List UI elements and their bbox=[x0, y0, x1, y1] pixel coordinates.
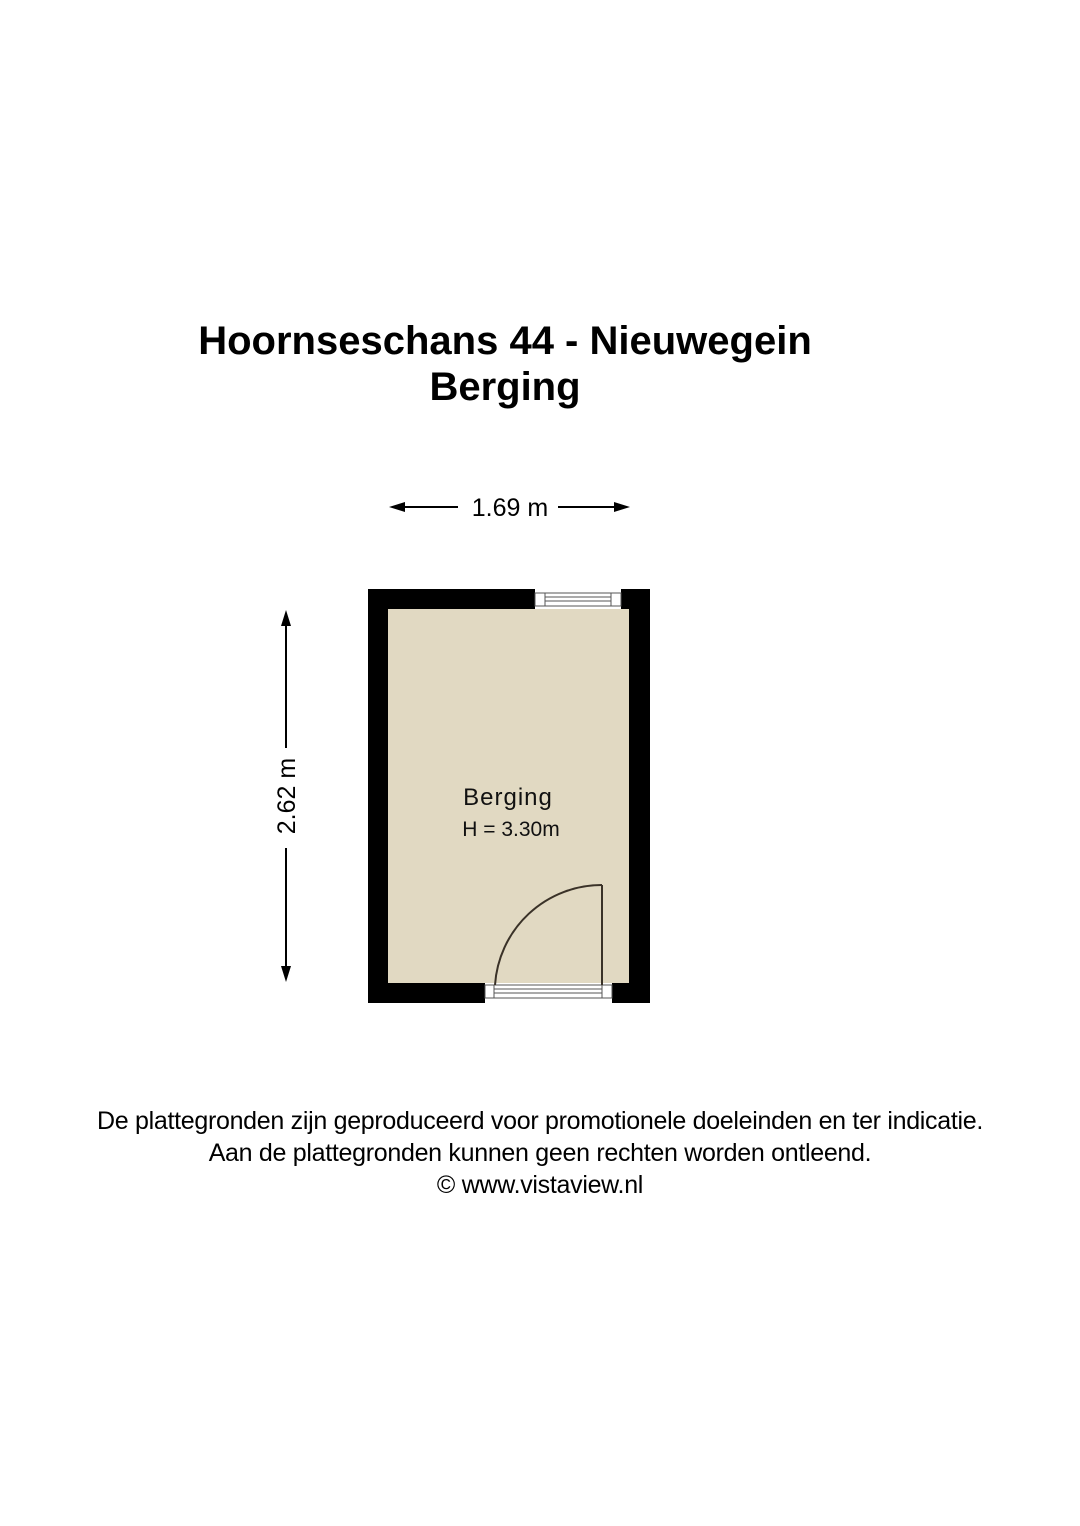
arrow-left-icon bbox=[389, 502, 405, 512]
disclaimer-line-2: Aan de plattegronden kunnen geen rechten worden ontleend. bbox=[208, 1139, 872, 1167]
door-threshold bbox=[485, 985, 612, 998]
address-title: Hoornseschans 44 - Nieuwegein bbox=[198, 319, 812, 363]
room-ceiling-height: H = 3.30m bbox=[462, 818, 560, 841]
room-name: Berging bbox=[463, 784, 553, 811]
floor-title: Berging bbox=[429, 365, 581, 409]
disclaimer-line-1: De plattegronden zijn geproduceerd voor promotionele doeleinden en ter indicatie. bbox=[96, 1107, 984, 1135]
disclaimer bbox=[0, 1105, 1080, 1201]
copyright: © www.vistaview.nl bbox=[436, 1171, 644, 1199]
arrow-up-icon bbox=[281, 610, 291, 626]
arrow-right-icon bbox=[614, 502, 630, 512]
height-dimension bbox=[273, 610, 301, 982]
height-label: 2.62 m bbox=[273, 757, 301, 835]
arrow-down-icon bbox=[281, 966, 291, 982]
window-top bbox=[535, 593, 621, 606]
width-dimension bbox=[389, 494, 630, 522]
width-label: 1.69 m bbox=[471, 494, 549, 522]
